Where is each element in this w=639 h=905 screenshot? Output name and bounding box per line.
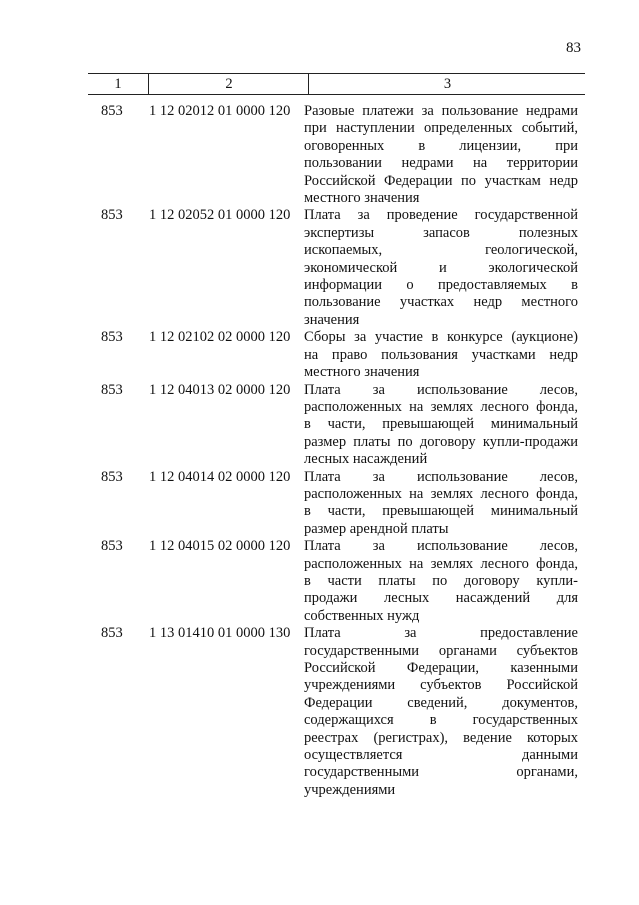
revenue-description-cell: [304, 103, 578, 207]
description-line: значения: [304, 311, 360, 328]
table-row: [0, 625, 639, 799]
budget-classification-code-cell: 1 12 02052 01 0000 120: [149, 207, 291, 224]
revenue-description-cell: [304, 329, 578, 381]
column-header-1: 1: [114, 76, 122, 92]
description-line: расположенных на землях лесного фонда,: [304, 398, 578, 415]
description-line: пользовании недрами на территории: [304, 155, 578, 172]
admin-code-cell: 853: [101, 207, 123, 224]
description-line: Сборы за участие в конкурсе (аукционе): [304, 329, 578, 346]
table-row: [0, 329, 639, 381]
table-row: [0, 103, 639, 207]
budget-classification-code-cell: 1 12 04014 02 0000 120: [149, 468, 291, 485]
description-line: продажи лесных насаждений для: [304, 590, 578, 607]
table-body: [0, 103, 639, 799]
description-line: размер арендной платы: [304, 520, 449, 537]
description-line: местного значения: [304, 190, 420, 207]
description-line: размер платы по договору купли-продажи: [304, 433, 578, 450]
description-line: расположенных на землях лесного фонда,: [304, 555, 578, 572]
revenue-description-cell: [304, 625, 578, 799]
description-line: Разовые платежи за пользование недрами: [304, 103, 578, 119]
revenue-description-cell: [304, 538, 578, 625]
budget-classification-code-cell: 1 12 02102 02 0000 120: [149, 329, 291, 346]
description-line: содержащихся в государственных: [304, 712, 578, 729]
description-line: расположенных на землях лесного фонда,: [304, 485, 578, 502]
description-line: в части, превышающей минимальный: [304, 503, 578, 520]
description-line: Плата за использование лесов,: [304, 468, 578, 485]
budget-classification-code-cell: 1 12 04013 02 0000 120: [149, 381, 291, 398]
revenue-description-cell: [304, 382, 578, 469]
description-line: государственными органами,: [304, 764, 578, 781]
budget-classification-code-cell: 1 12 04015 02 0000 120: [149, 538, 291, 555]
admin-code-cell: 853: [101, 625, 123, 642]
admin-code-cell: 853: [101, 468, 123, 485]
page-number: 83: [566, 40, 581, 56]
description-line: оговоренных в лицензии, при: [304, 137, 578, 154]
description-line: собственных нужд: [304, 607, 420, 624]
admin-code-cell: 853: [101, 381, 123, 398]
revenue-description-cell: [304, 207, 578, 329]
table-row: [0, 538, 639, 625]
admin-code-cell: 853: [101, 329, 123, 346]
description-line: Федерации сведений, документов,: [304, 694, 578, 711]
description-line: в части, превышающей минимальный: [304, 416, 578, 433]
description-line: государственными органами субъектов: [304, 642, 578, 659]
budget-classification-code-cell: 1 12 02012 01 0000 120: [149, 103, 291, 119]
description-line: Плата за проведение государственной: [304, 207, 578, 224]
revenue-description-cell: [304, 469, 578, 539]
table-row: [0, 382, 639, 469]
description-line: осуществляется данными: [304, 747, 578, 764]
table-header-row: [88, 73, 585, 95]
description-line: Российской Федерации, казенными: [304, 660, 578, 676]
description-line: местного значения: [304, 364, 420, 381]
column-header-3: 3: [308, 74, 586, 94]
column-header-2: 2: [148, 74, 309, 94]
description-line: при наступлении определенных событий,: [304, 120, 578, 137]
description-line: учреждениями субъектов Российской: [304, 677, 578, 694]
description-line: пользование участках недр местного: [304, 294, 578, 311]
description-line: лесных насаждений: [304, 451, 428, 468]
description-line: ископаемых, геологической,: [304, 242, 578, 259]
description-line: учреждениями: [304, 781, 396, 798]
description-line: экономической и экологической: [304, 259, 578, 276]
description-line: Плата за предоставление: [304, 625, 578, 642]
description-line: экспертизы запасов полезных: [304, 224, 578, 241]
table-row: [0, 207, 639, 329]
description-line: Плата за использование лесов,: [304, 381, 578, 398]
table-row: [0, 469, 639, 539]
description-line: Плата за использование лесов,: [304, 538, 578, 555]
description-line: реестрах (регистрах), ведение которых: [304, 729, 578, 746]
description-line: в части платы по договору купли-: [304, 572, 578, 589]
description-line: информации о предоставляемых в: [304, 277, 578, 294]
admin-code-cell: 853: [101, 103, 123, 119]
admin-code-cell: 853: [101, 538, 123, 555]
budget-classification-code-cell: 1 13 01410 01 0000 130: [149, 625, 291, 642]
description-line: на право пользования участками недр: [304, 346, 578, 363]
description-line: Российской Федерации по участкам недр: [304, 172, 578, 189]
